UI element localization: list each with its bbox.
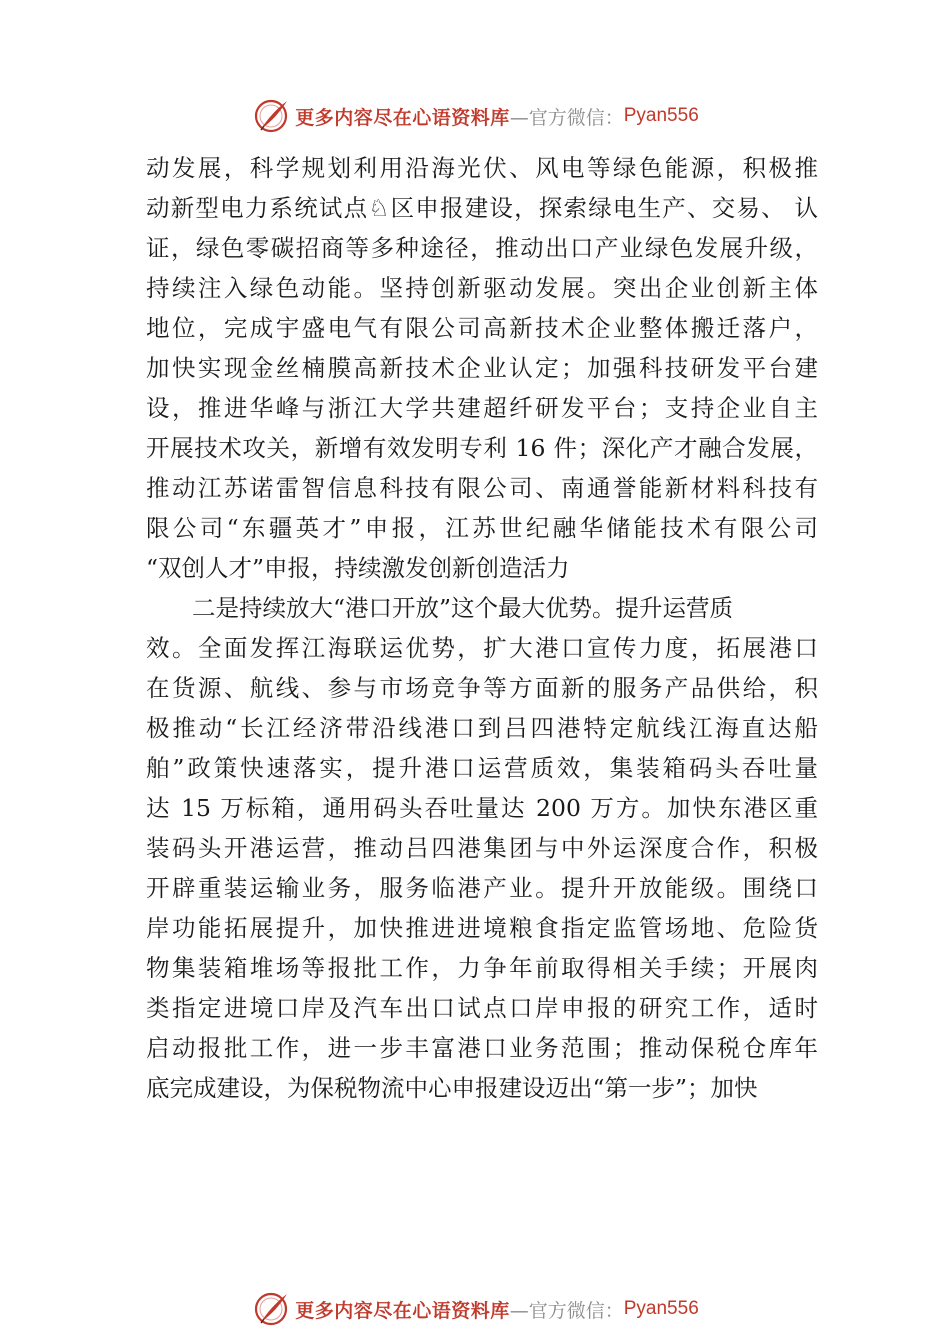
footer-banner bbox=[0, 1287, 950, 1331]
banner-wechat-id: Pyan556 bbox=[623, 105, 699, 126]
body-line: 物集装箱堆场等报批工作，力争年前取得相关手续；开展肉 bbox=[146, 954, 818, 982]
body-line: 设，推进华峰与浙江大学共建超纤研发平台；支持企业自主 bbox=[146, 394, 818, 422]
body-line: 持续注入绿色动能。坚持创新驱动发展。突出企业创新主体 bbox=[146, 274, 818, 302]
body-line: 推动江苏诺雷智信息科技有限公司、南通誉能新材料科技有 bbox=[146, 474, 818, 502]
body-line: 岸功能拓展提升，加快推进进境粮食指定监管场地、危险货 bbox=[146, 914, 818, 942]
body-line: 在货源、航线、参与市场竞争等方面新的服务产品供给，积 bbox=[146, 674, 818, 702]
body-line: 开辟重装运输业务，服务临港产业。提升开放能级。围绕口 bbox=[146, 874, 818, 902]
body-line: 效。全面发挥江海联运优势，扩大港口宣传力度，拓展港口 bbox=[146, 634, 818, 662]
body-line: 达 15 万标箱，通用码头吞吐量达 200 万方。加快东港区重 bbox=[146, 794, 818, 822]
feather-pen-logo-icon bbox=[251, 96, 291, 136]
footer-brand-text: 更多内容尽在心语资料库 bbox=[295, 1299, 510, 1322]
body-line: 限公司“东疆英才”申报，江苏世纪融华储能技术有限公司 bbox=[146, 514, 818, 542]
body-line: 舶”政策快速落实，提升港口运营质效，集装箱码头吞吐量 bbox=[146, 754, 818, 782]
header-banner bbox=[0, 94, 950, 138]
body-line: 类指定进境口岸及汽车出口试点口岸申报的研究工作，适时 bbox=[146, 994, 818, 1022]
body-line: “双创人才”申报，持续激发创新创造活力 bbox=[146, 554, 570, 582]
body-line: 动发展，科学规划利用沿海光伏、风电等绿色能源，积极推 bbox=[146, 154, 818, 182]
document-body bbox=[146, 148, 818, 1108]
banner-wechat-label: —官方微信： bbox=[509, 106, 624, 129]
body-line: 装码头开港运营，推动吕四港集团与中外运深度合作，积极 bbox=[146, 834, 818, 862]
banner-brand-text: 更多内容尽在心语资料库 bbox=[295, 106, 510, 129]
body-line: 开展技术攻关，新增有效发明专利 16 件；深化产才融合发展， bbox=[146, 434, 818, 462]
body-line: 启动报批工作，进一步丰富港口业务范围；推动保税仓库年 bbox=[146, 1034, 818, 1062]
body-line: 动新型电力系统试点♘区申报建设，探索绿电生产、交易、 认 bbox=[146, 194, 818, 222]
footer-wechat-id: Pyan556 bbox=[623, 1298, 699, 1319]
body-line: 证，绿色零碳招商等多种途径，推动出口产业绿色发展升级， bbox=[146, 234, 818, 262]
body-line: 地位，完成宇盛电气有限公司高新技术企业整体搬迁落户， bbox=[146, 314, 818, 342]
feather-pen-logo-icon bbox=[251, 1289, 291, 1329]
body-line: 底完成建设，为保税物流中心申报建设迈出“第一步”；加快 bbox=[146, 1074, 758, 1102]
body-line: 极推动“长江经济带沿线港口到吕四港特定航线江海直达船 bbox=[146, 714, 818, 742]
footer-wechat-label: —官方微信： bbox=[509, 1299, 624, 1322]
body-line: 加快实现金丝楠膜高新技术企业认定；加强科技研发平台建 bbox=[146, 354, 818, 382]
paragraph-start-line: 二是持续放大“港口开放”这个最大优势。提升运营质 bbox=[192, 594, 734, 622]
